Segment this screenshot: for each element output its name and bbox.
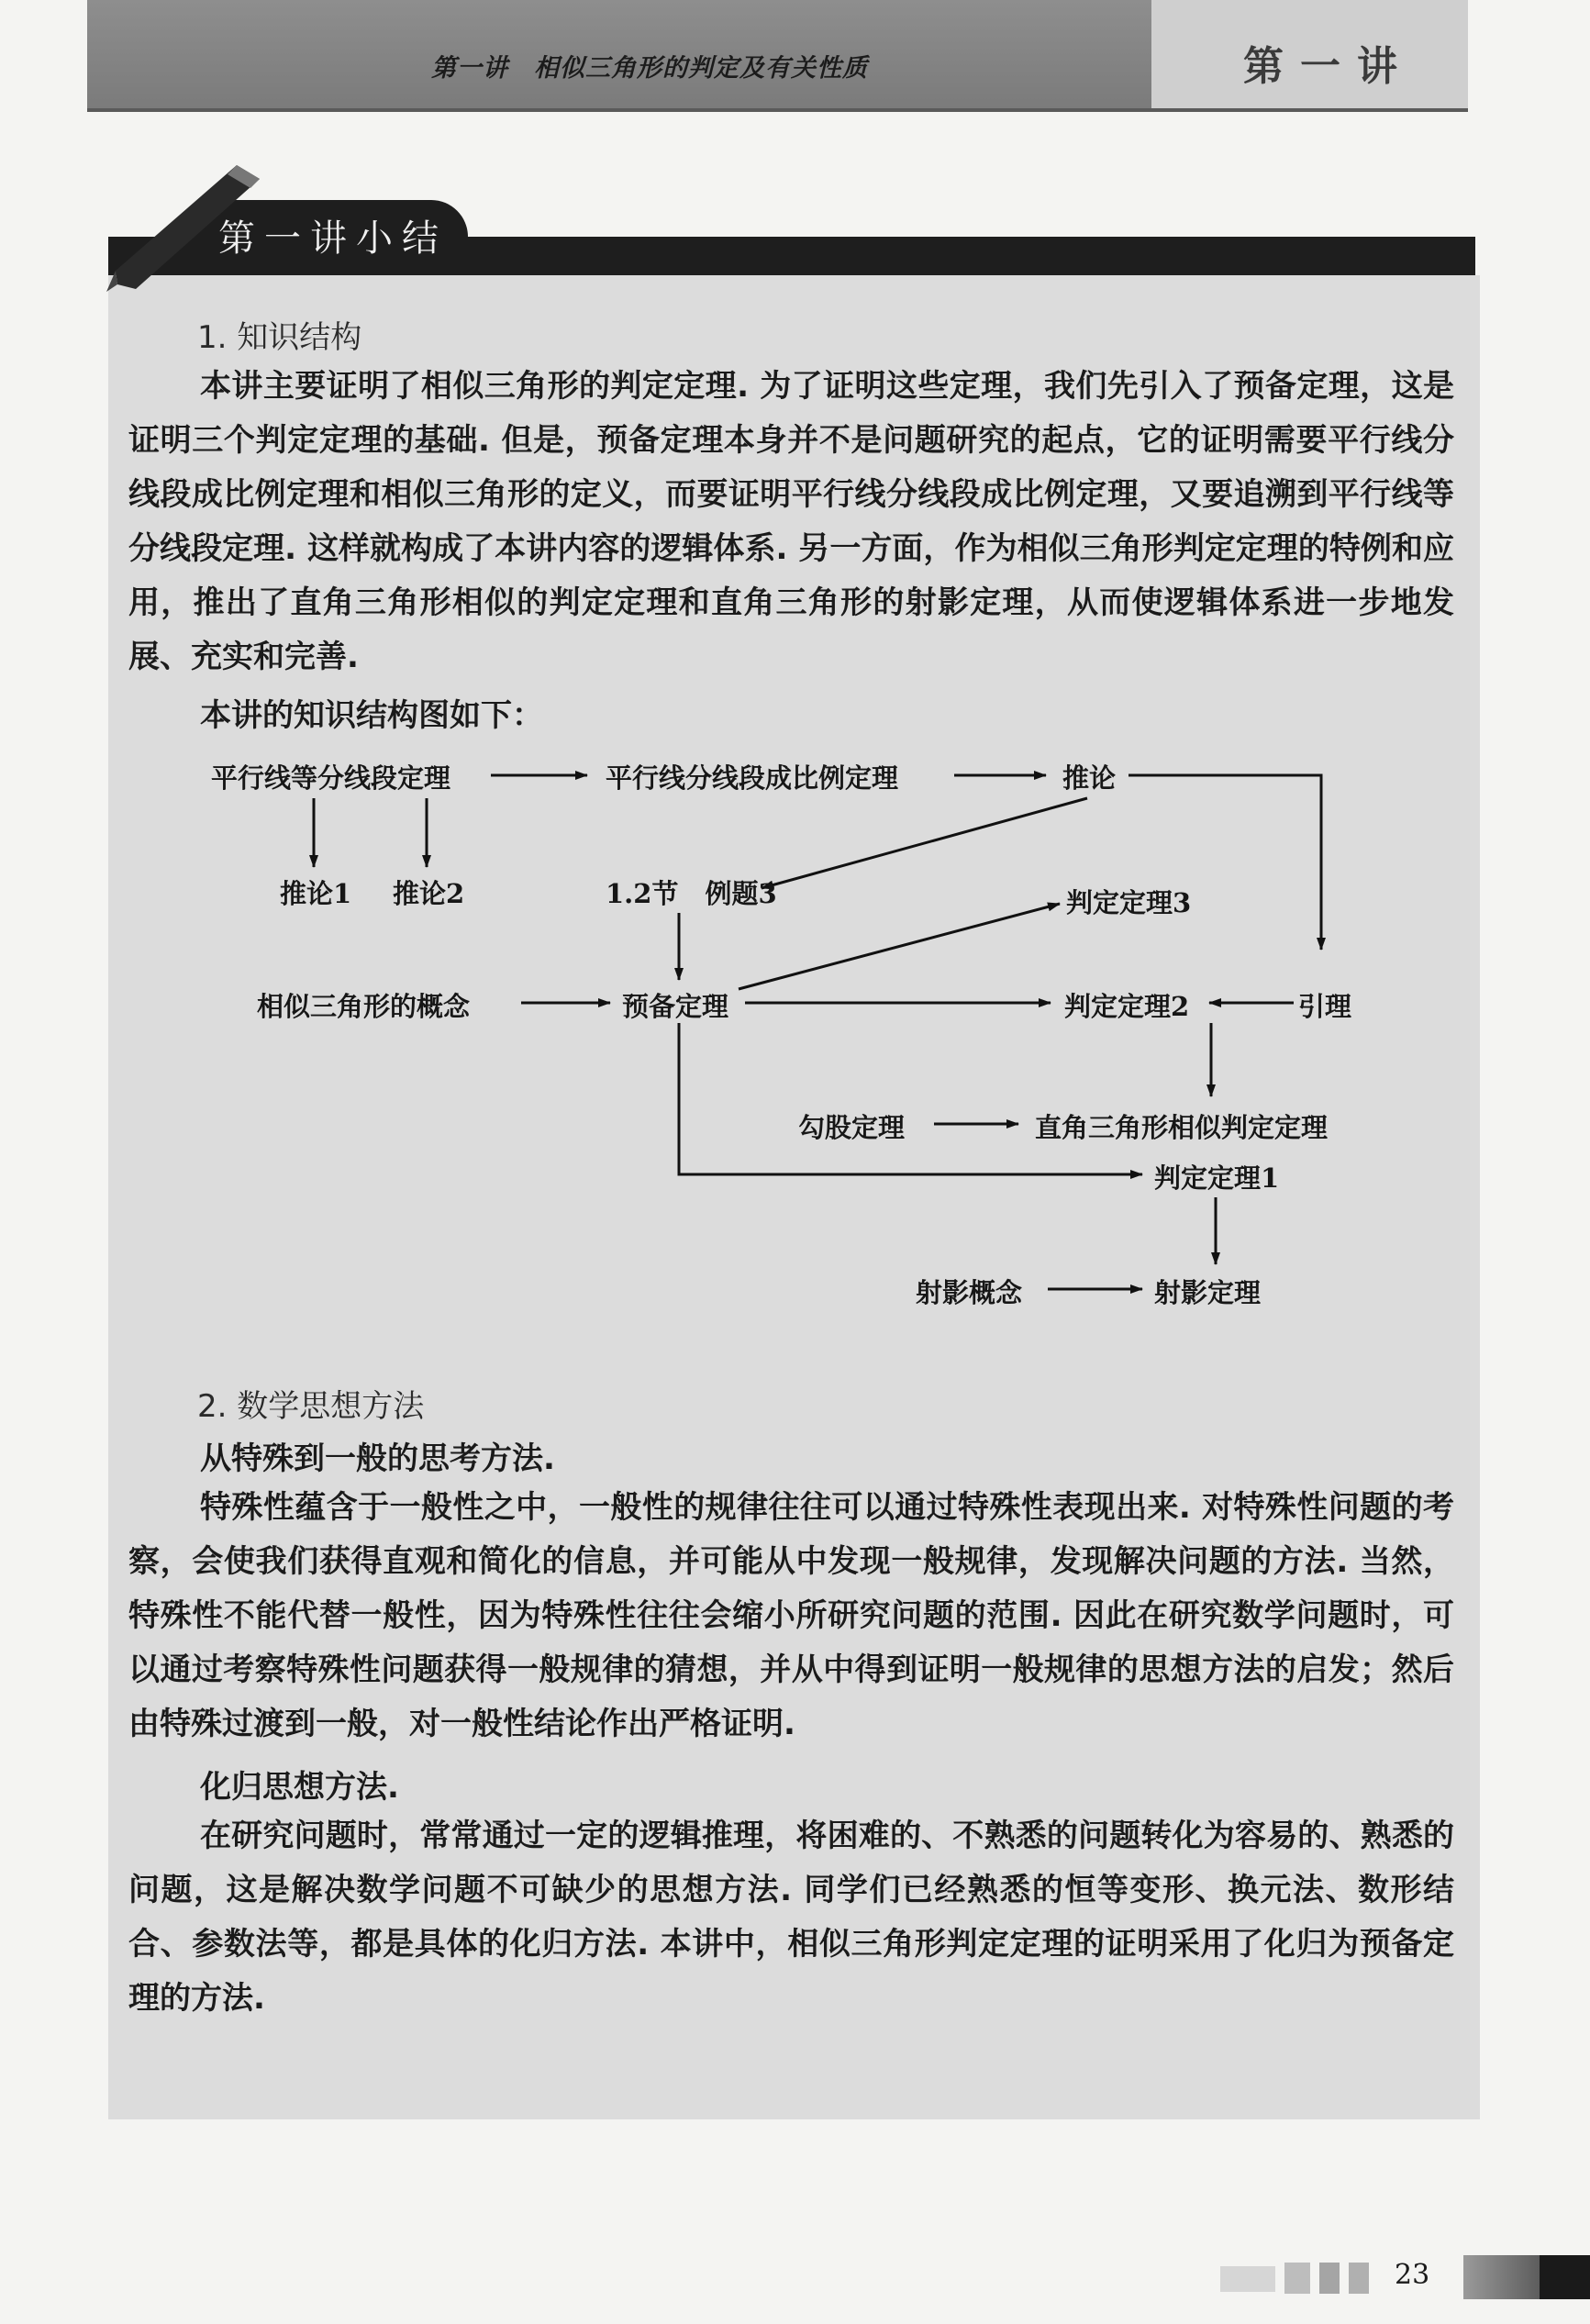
node-corollary: 推论 — [1062, 762, 1117, 794]
footer-decoration — [1220, 2259, 1376, 2296]
arrow-preliminary-to-judge3 — [739, 904, 1060, 989]
node-judge-theorem-1: 判定定理1 — [1154, 1162, 1280, 1194]
arrow-corollary-to-example — [762, 798, 1087, 888]
node-example-1-2: 1.2节 例题3 — [606, 878, 777, 909]
node-projection-theorem: 射影定理 — [1154, 1277, 1262, 1308]
section-title: 第一讲小结 — [218, 217, 448, 260]
footer-bar — [1463, 2255, 1590, 2299]
node-parallel-ratio: 平行线分线段成比例定理 — [606, 762, 899, 794]
arrow-corollary-to-lemma — [1129, 775, 1321, 950]
node-corollary-1: 推论1 — [280, 878, 352, 909]
node-preliminary-theorem: 预备定理 — [622, 991, 729, 1022]
method1-paragraph: 特殊性蕴含于一般性之中，一般性的规律往往可以通过特殊性表现出来. 对特殊性问题的考察，会使我们获得直观和简化的信息，并可能从中发现一般规律，发现解决问题的方法. 当然，特殊性不能代替一般性，因为特殊性往往会缩小所研究问题的范围. 因此在研究数学问题时，可以通过考察特殊性问题获得一般规律的猜想，并从中得到证明一般规律的思想方法的启发；然后由特殊过渡到一般，对一般性结论作出严格证明. — [128, 1489, 1454, 1742]
node-judge-theorem-3: 判定定理3 — [1066, 887, 1192, 918]
arrow-preliminary-to-judge1 — [679, 1023, 1142, 1174]
section-heading-knowledge: 1. 知识结构 — [197, 319, 362, 356]
method2-paragraph: 在研究问题时，常常通过一定的逻辑推理，将困难的、不熟悉的问题转化为容易的、熟悉的问题，这是解决数学问题不可缺少的思想方法. 同学们已经熟悉的恒等变形、换元法、数形结合、参数法等，都是具体的化归方法. 本讲中，相似三角形判定定理的证明采用了化归为预备定理的方法. — [128, 1818, 1454, 2017]
node-pythagoras: 勾股定理 — [798, 1112, 906, 1143]
diagram-intro: 本讲的知识结构图如下： — [200, 697, 543, 734]
node-lemma: 引理 — [1298, 991, 1352, 1022]
method2-title: 化归思想方法. — [200, 1769, 399, 1806]
running-header-title: 第一讲 相似三角形的判定及有关性质 — [431, 54, 868, 83]
node-similar-triangle-concept: 相似三角形的概念 — [257, 991, 471, 1022]
intro-paragraph: 本讲主要证明了相似三角形的判定定理. 为了证明这些定理，我们先引入了预备定理，这是证明三个判定定理的基础. 但是，预备定理本身并不是问题研究的起点，它的证明需要平行线分线段成比例定理和相似三角形的定义，而要证明平行线分线段成比例定理，又要追溯到平行线等分线段定理. 这样就构成了本讲内容的逻辑体系. 另一方面，作为相似三角形判定定理的特例和应用，推出了直角三角形相似的判定定理和直角三角形的射影定理，从而使逻辑体系进一步地发展、充实和完善. — [128, 368, 1454, 675]
node-right-triangle-similarity: 直角三角形相似判定定理 — [1035, 1112, 1329, 1143]
node-corollary-2: 推论2 — [393, 878, 465, 909]
section-heading-methods: 2. 数学思想方法 — [197, 1388, 425, 1425]
method1-title: 从特殊到一般的思考方法. — [200, 1440, 555, 1477]
node-judge-theorem-2: 判定定理2 — [1064, 991, 1190, 1022]
node-parallel-equal-segments: 平行线等分线段定理 — [211, 762, 451, 794]
lecture-label: 第一讲 — [1243, 43, 1414, 90]
node-projection-concept: 射影概念 — [916, 1277, 1023, 1308]
page-number: 23 — [1395, 2259, 1430, 2291]
